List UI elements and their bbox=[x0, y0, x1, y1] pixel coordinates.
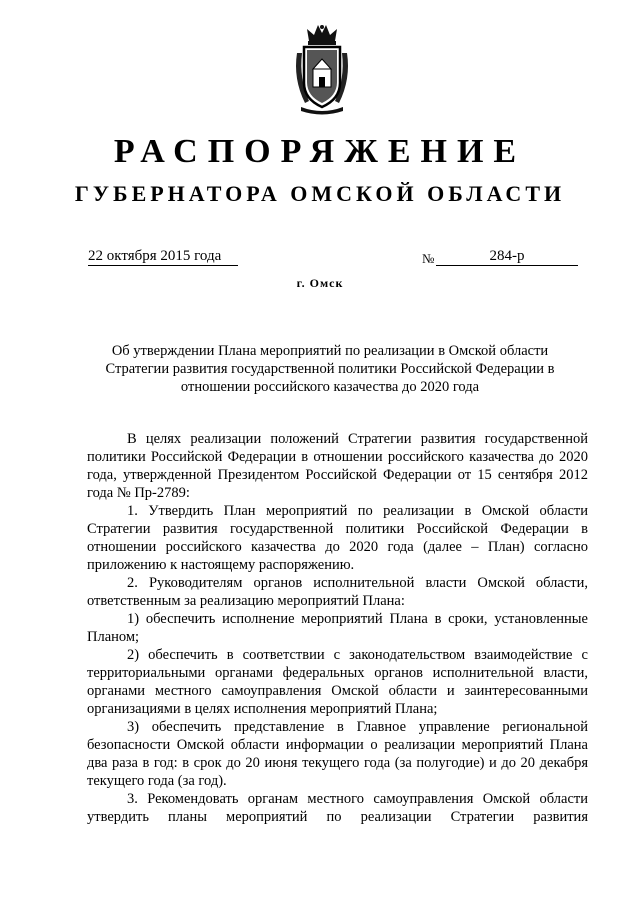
document-title: РАСПОРЯЖЕНИЕ bbox=[113, 133, 527, 170]
paragraph-item-2: 2. Руководителям органов исполнительной власти Омской области, ответственным за реализацию мероприятий Плана: bbox=[87, 575, 588, 609]
number-sign: № bbox=[422, 251, 435, 266]
paragraph-item-3: 3. Рекомендовать органам местного самоуправления Омской области утвердить планы мероприятий по реализации Стратегии развития bbox=[87, 791, 588, 825]
document-subtitle: ГУБЕРНАТОРА ОМСКОЙ ОБЛАСТИ bbox=[74, 181, 566, 206]
paragraph-subitem-2: 2) обеспечить в соответствии с законодательством взаимодействие с территориальными органами федеральных органов исполнительной власти, органами местного самоуправления Омской области и заинтересованными организациями в целях исполнения мероприятий Плана; bbox=[87, 647, 588, 717]
omsk-coat-of-arms-emblem bbox=[291, 23, 353, 115]
paragraph-subitem-3: 3) обеспечить представление в Главное управление региональной безопасности Омской области информации о реализации мероприятий Плана два раза в год: в срок до 20 июня текущего года (за полугодие) и до 20 декабря текущего года (за год). bbox=[87, 719, 588, 789]
document-date: 22 октября 2015 года bbox=[88, 247, 238, 266]
document-city: г. Омск bbox=[296, 276, 344, 290]
paragraph-item-1: 1. Утвердить План мероприятий по реализации в Омской области Стратегии развития государственной политики Российской Федерации в отношении российского казачества до 2020 года (далее – План) согласно приложению к настоящему распоряжению. bbox=[87, 503, 588, 573]
document-number: 284-р bbox=[436, 247, 578, 266]
paragraph-subitem-1: 1) обеспечить исполнение мероприятий Плана в сроки, установленные Планом; bbox=[87, 611, 588, 645]
document-body bbox=[87, 430, 588, 826]
document-heading: Об утверждении Плана мероприятий по реализации в Омской области Стратегии развития государственной политики Российской Федерации в отношении российского казачества до 2020 года bbox=[105, 343, 555, 395]
paragraph-preamble: В целях реализации положений Стратегии развития государственной политики Российской Федерации в отношении российского казачества до 2020 года, утвержденной Президентом Российской Федерации от 15 сентября 2012 года № Пр-2789: bbox=[87, 431, 588, 501]
